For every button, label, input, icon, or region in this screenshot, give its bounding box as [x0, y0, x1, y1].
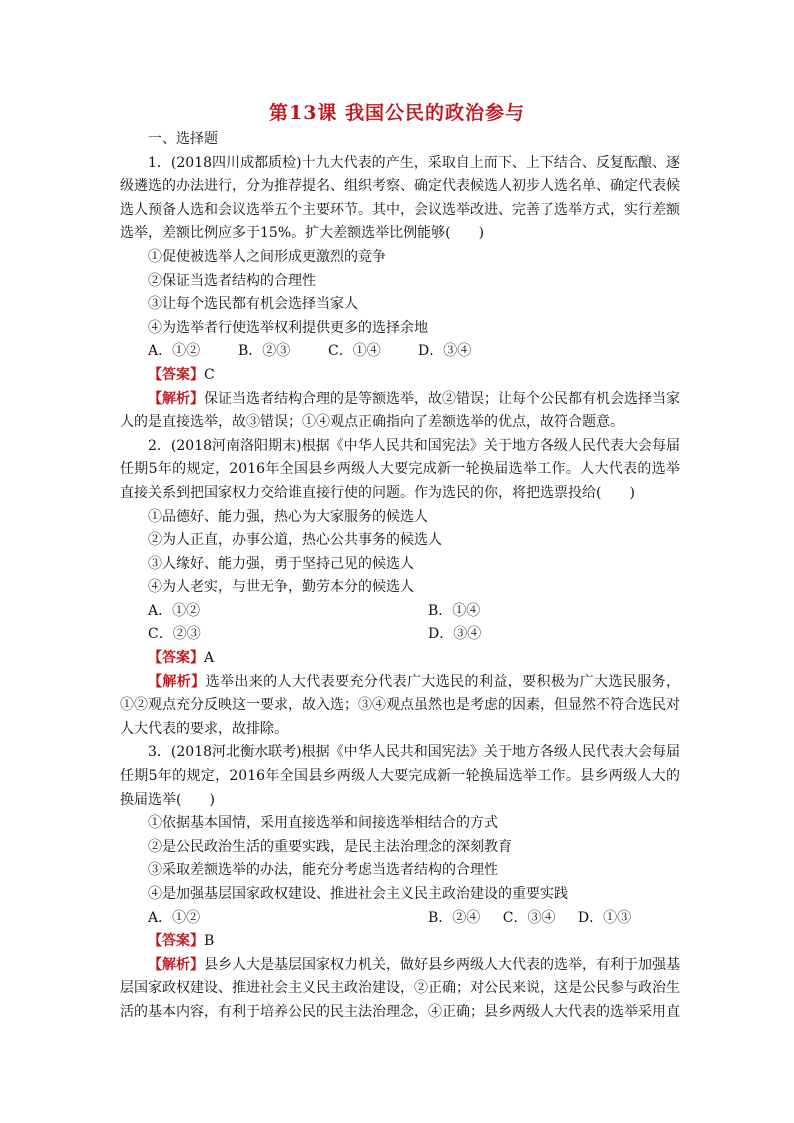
document-body: [120, 128, 680, 1025]
question-1-option: ①促使被选举人之间形成更激烈的竞争: [148, 248, 386, 265]
question-3-analysis: [120, 954, 680, 1025]
analysis-tag: 【解析】: [148, 956, 204, 973]
question-3-choices: [120, 907, 680, 931]
choice-b: B．①④: [428, 602, 481, 619]
answer-value: A: [204, 650, 215, 667]
question-1-analysis: [120, 388, 680, 435]
choice-a: A．①②: [148, 909, 201, 926]
answer-value: C: [204, 366, 215, 383]
choice-c: C．③④: [502, 909, 556, 926]
question-1-option: ②保证当选者结构的合理性: [148, 272, 316, 289]
choice-c: C．①④: [328, 343, 381, 360]
page-title: 第13课 我国公民的政治参与: [268, 102, 526, 124]
choice-c: C．②③: [148, 626, 201, 643]
answer-tag: 【答案】: [148, 650, 204, 667]
question-2-option: ④为人老实，与世无争，勤劳本分的候选人: [148, 579, 414, 596]
analysis-text: 保证当选者结构合理的是等额选举，故②错误；让每个公民都有机会选择当家人的是直接选举，故③错误；①④观点正确指向了差额选举的优点，故符合题意。: [120, 390, 680, 431]
question-3-answer: [120, 930, 680, 954]
question-2-choices: [120, 600, 680, 647]
question-1-choices: [120, 340, 680, 364]
question-3-option: ④是加强基层国家政权建设、推进社会主义民主政治建设的重要实践: [148, 886, 568, 902]
question-3-option: ③采取差额选举的办法，能充分考虑当选者结构的合理性: [148, 862, 498, 879]
question-1-option: ④为选举者行使选举权利提供更多的选择余地: [148, 319, 428, 336]
analysis-text: 选举出来的人大代表要充分代表广大选民的利益，要积极为广大选民服务，①②观点充分反映这一要求，故入选；③④观点虽然也是考虑的因素，但显然不符合选民对人大代表的要求，故排除。: [120, 673, 681, 737]
analysis-tag: 【解析】: [148, 390, 204, 407]
question-1-stem: 1．(2018四川成都质检)十九大代表的产生，采取自上而下、上下结合、反复酝酿、逐级遴选的办法进行，分为推荐提名、组织考察、确定代表候选人初步人选名单、确定代表候选人预备人选和会议选举五个主要环节。其中，会议选举改进、完善了选举方式，实行差额选举，差额比例应多于15%。扩大差额选举比例能够( ): [120, 154, 680, 242]
choice-b: B．②③: [238, 343, 291, 360]
answer-value: B: [204, 933, 215, 950]
choice-a: A．①②: [148, 343, 201, 360]
choice-d: D．③④: [418, 343, 472, 360]
answer-tag: 【答案】: [148, 933, 204, 950]
question-3-stem: 3．(2018河北衡水联考)根据《中华人民共和国宪法》关于地方各级人民代表大会每届任期5年的规定，2016年全国县乡两级人大要完成新一轮换届选举工作。县乡两级人大的换届选举( ): [120, 744, 680, 808]
choice-a: A．①②: [148, 602, 201, 619]
question-2-option: ①品德好、能力强，热心为大家服务的候选人: [148, 508, 428, 525]
analysis-text: 县乡人大是基层国家权力机关，做好县乡两级人大代表的选举，有利于加强基层国家政权建设、推进社会主义民主政治建设，②正确；对公民来说，这是公民参与政治生活的基本内容，有利于培养公民的民主法治理念，④正确；县乡两级人大代表的选举采用直: [120, 956, 680, 1020]
question-2-option: ②为人正直，办事公道，热心公共事务的候选人: [148, 532, 442, 549]
question-3-option: ②是公民政治生活的重要实践，是民主法治理念的深刻教育: [148, 838, 512, 855]
section-heading: 一、选择题: [148, 131, 218, 147]
answer-tag: 【答案】: [148, 366, 204, 383]
question-1-option: ③让每个选民都有机会选择当家人: [148, 296, 358, 313]
choice-b: B．②④: [428, 909, 481, 926]
question-1-answer: [120, 364, 680, 388]
question-2-option: ③人缘好、能力强，勇于坚持己见的候选人: [148, 555, 414, 572]
question-2-stem: 2．(2018河南洛阳期末)根据《中华人民共和国宪法》关于地方各级人民代表大会每届任期5年的规定，2016年全国县乡两级人大要完成新一轮换届选举工作。人大代表的选举直接关系到把国家权力交给谁直接行使的问题。作为选民的你，将把选票投给( ): [120, 437, 680, 501]
question-3-option: ①依据基本国情，采用直接选举和间接选举相结合的方式: [148, 815, 498, 832]
question-2-answer: [120, 647, 680, 671]
analysis-tag: 【解析】: [148, 673, 206, 690]
choice-d: D．①③: [577, 909, 632, 926]
question-2-analysis: [120, 671, 680, 742]
choice-d: D．③④: [428, 626, 482, 643]
